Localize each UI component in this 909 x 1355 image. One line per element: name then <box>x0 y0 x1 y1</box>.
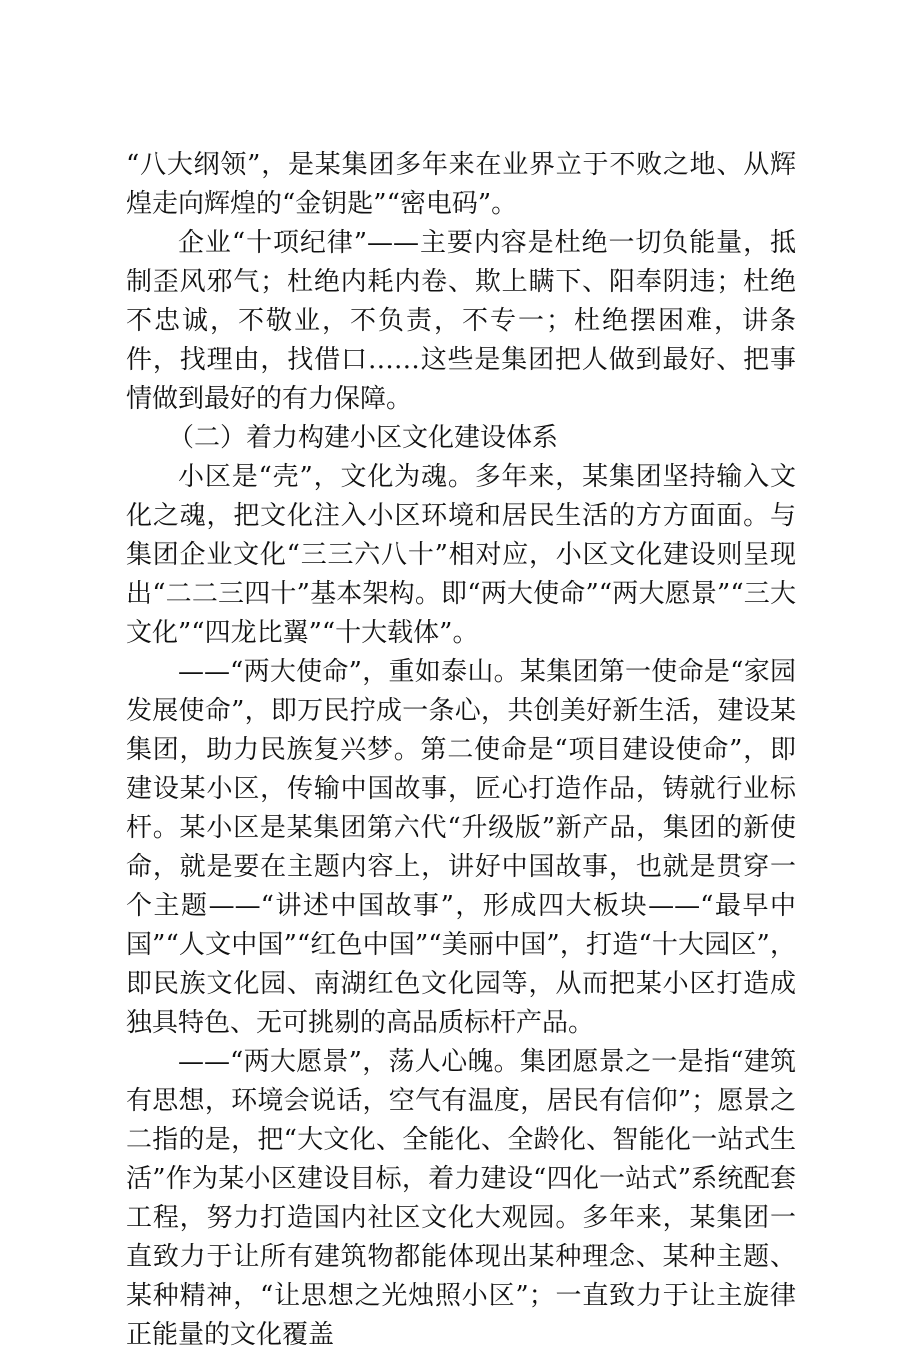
paragraph-two-missions: ——“两大使命”，重如泰山。某集团第一使命是“家园发展使命”，即万民拧成一条心，共创美好新生活，建设某集团，助力民族复兴梦。第二使命是“项目建设使命”，即建设某小区，传输中国故事，匠心打造作品，铸就行业标杆。某小区是某集团第六代“升级版”新产品，集团的新使命，就是要在主题内容上，讲好中国故事，也就是贯穿一个主题——“讲述中国故事”，形成四大板块——“最早中国”“人文中国”“红色中国”“美丽中国”，打造“十大园区”，即民族文化园、南湖红色文化园等，从而把某小区打造成独具特色、无可挑剔的高品质标杆产品。 <box>126 657 796 1038</box>
section-heading: （二）着力构建小区文化建设体系 <box>168 423 559 453</box>
paragraph-ten-disciplines: 企业“十项纪律”——主要内容是杜绝一切负能量，抵制歪风邪气；杜绝内耗内卷、欺上瞒下、阳奉阴违；杜绝不忠诚，不敬业，不负责，不专一；杜绝摆困难，讲条件，找理由，找借口……这些是集团把人做到最好、把事情做到最好的有力保障。 <box>126 228 796 414</box>
paragraph-community-culture: 小区是“壳”，文化为魂。多年来，某集团坚持输入文化之魂，把文化注入小区环境和居民生活的方方面面。与集团企业文化“三三六八十”相对应，小区文化建设则呈现出“二二三四十”基本架构。即“两大使命”“两大愿景”“三大文化”“四龙比翼”“十大载体”。 <box>126 462 796 648</box>
paragraph-eight-principles: “八大纲领”，是某集团多年来在业界立于不败之地、从辉煌走向辉煌的“金钥匙”“密电码”。 <box>126 150 796 219</box>
document-body <box>126 146 796 1355</box>
paragraph-two-visions: ——“两大愿景”，荡人心魄。集团愿景之一是指“建筑有思想，环境会说话，空气有温度，居民有信仰”；愿景之二指的是，把“大文化、全能化、全龄化、智能化一站式生活”作为某小区建设目标，着力建设“四化一站式”系统配套工程，努力打造国内社区文化大观园。多年来，某集团一直致力于让所有建筑物都能体现出某种理念、某种主题、某种精神，“让思想之光烛照小区”；一直致力于让主旋律正能量的文化覆盖 <box>126 1047 796 1350</box>
